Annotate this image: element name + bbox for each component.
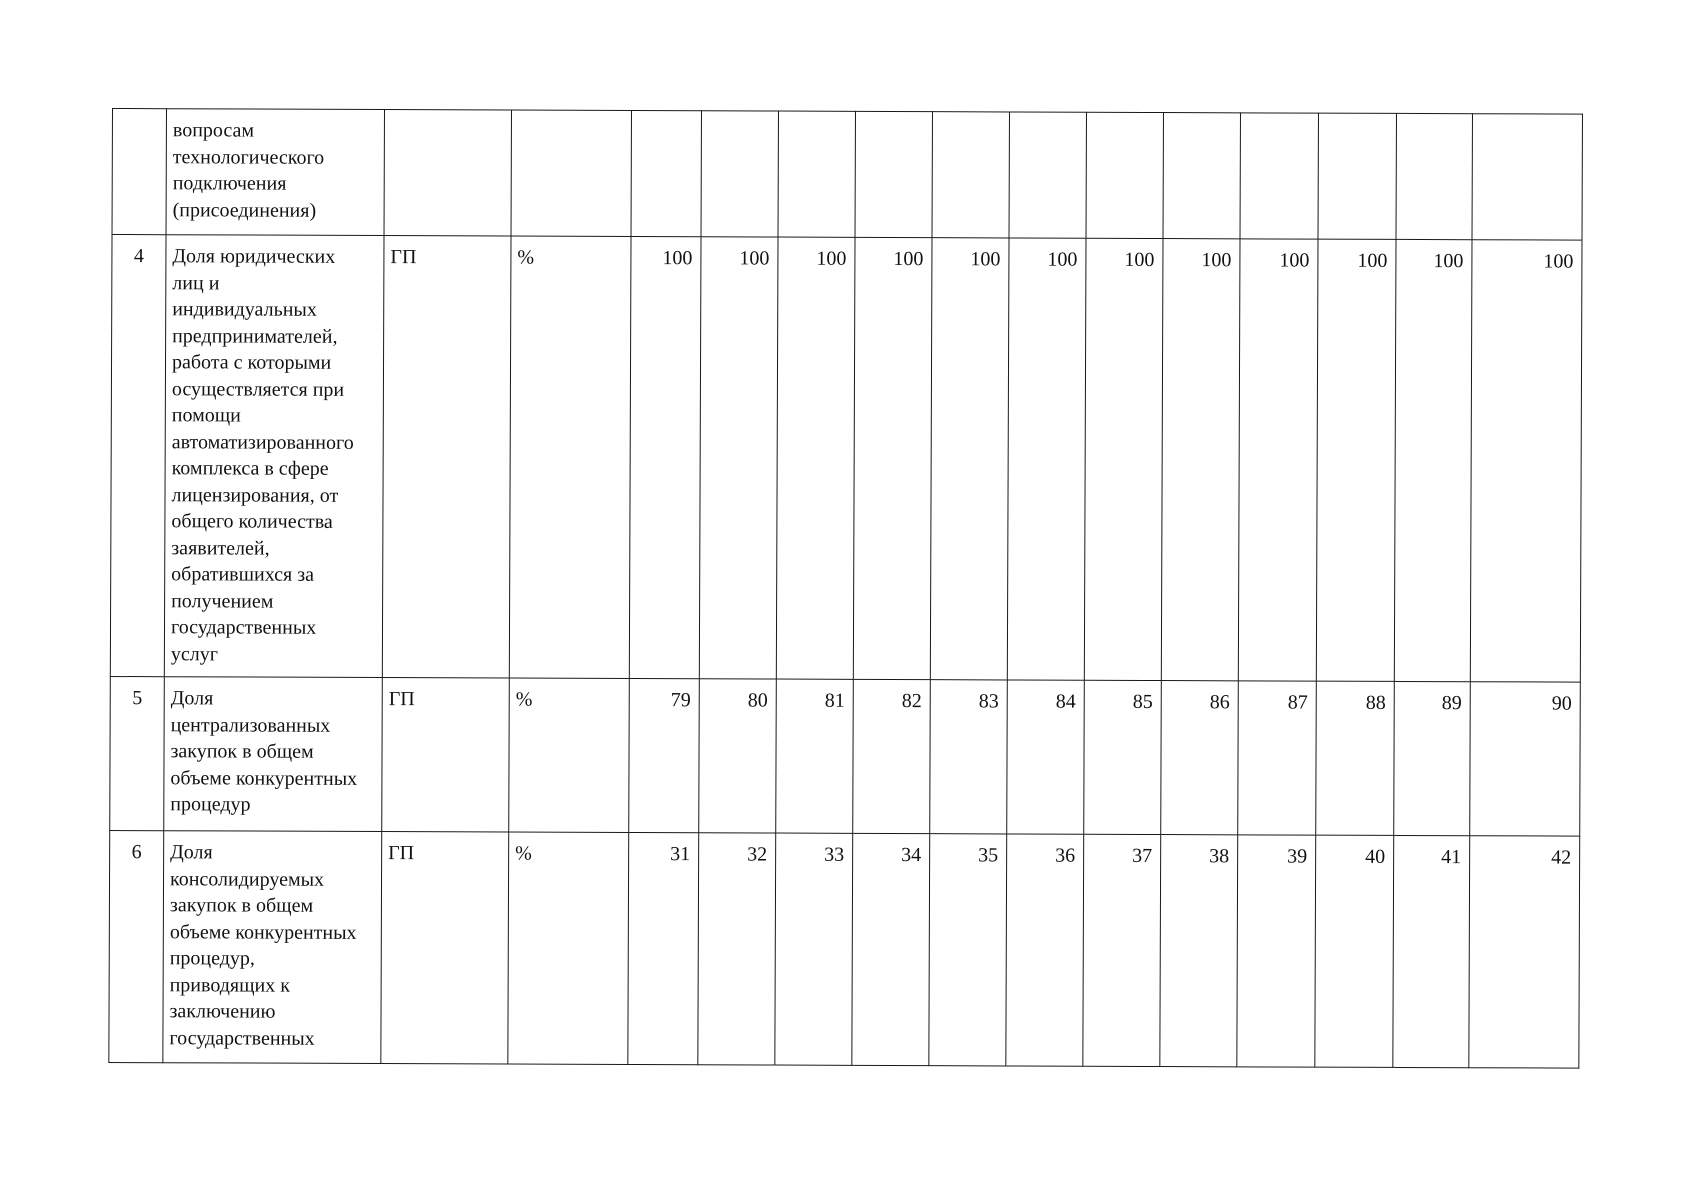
indicator-name-line: получением bbox=[171, 589, 274, 613]
value-cell: 100 bbox=[629, 236, 701, 678]
indicator-name-line: автоматизированного bbox=[171, 430, 354, 454]
indicator-name-line: общего количества bbox=[171, 510, 333, 533]
indicator-name-line: объеме конкурентных bbox=[169, 920, 357, 944]
value-cell: 82 bbox=[853, 679, 931, 833]
row-index-cell: 5 bbox=[110, 676, 165, 830]
value-cell bbox=[631, 110, 701, 236]
value-cell bbox=[701, 111, 778, 237]
unit-cell: % bbox=[508, 832, 629, 1064]
value-cell: 100 bbox=[1238, 239, 1318, 681]
value-cell: 35 bbox=[929, 834, 1007, 1066]
value-cell bbox=[1240, 113, 1318, 239]
indicator-name-line: подключения bbox=[172, 172, 287, 195]
value-cell: 89 bbox=[1394, 681, 1471, 835]
value-cell: 100 bbox=[1316, 239, 1396, 681]
value-cell bbox=[1163, 113, 1240, 239]
program-cell: ГП bbox=[382, 236, 511, 678]
value-cell: 36 bbox=[1006, 834, 1084, 1066]
indicator-name-cell bbox=[164, 235, 384, 678]
value-cell bbox=[778, 111, 855, 237]
indicator-table bbox=[108, 108, 1583, 1069]
value-cell: 88 bbox=[1316, 681, 1395, 835]
unit-cell bbox=[511, 110, 631, 236]
table-row bbox=[112, 109, 1582, 241]
value-cell: 42 bbox=[1469, 836, 1580, 1068]
row-index-cell bbox=[112, 109, 166, 235]
indicator-name-line: работа с которыми bbox=[171, 351, 332, 374]
table-row bbox=[110, 235, 1582, 683]
indicator-name-line: государственных bbox=[170, 616, 317, 639]
value-cell: 83 bbox=[930, 680, 1008, 834]
indicator-name-line: лицензирования, от bbox=[171, 483, 339, 507]
program-cell bbox=[384, 110, 511, 236]
indicator-name-line: Доля bbox=[170, 841, 213, 864]
value-cell: 87 bbox=[1238, 681, 1317, 835]
indicator-name-line: централизованных bbox=[170, 713, 331, 737]
indicator-name-line: процедур bbox=[170, 793, 251, 816]
indicator-name-line: приводящих к bbox=[169, 973, 291, 997]
indicator-name-line: заключению bbox=[169, 1000, 276, 1023]
value-cell bbox=[855, 111, 932, 237]
value-cell: 100 bbox=[699, 237, 778, 679]
value-cell: 38 bbox=[1160, 835, 1238, 1067]
value-cell: 40 bbox=[1315, 835, 1394, 1067]
indicator-name-line: осуществляется при bbox=[171, 377, 345, 401]
value-cell: 81 bbox=[776, 679, 854, 833]
unit-cell: % bbox=[509, 236, 631, 678]
table-row bbox=[109, 830, 1580, 1068]
value-cell: 37 bbox=[1083, 834, 1161, 1066]
value-cell bbox=[1009, 112, 1086, 238]
program-cell: ГП bbox=[382, 678, 510, 832]
value-cell bbox=[1086, 112, 1163, 238]
indicator-name-line: индивидуальных bbox=[172, 298, 317, 321]
value-cell: 33 bbox=[775, 833, 853, 1065]
value-cell: 32 bbox=[698, 833, 776, 1065]
indicator-name-line: услуг bbox=[170, 642, 219, 665]
table-body bbox=[109, 109, 1583, 1069]
value-cell: 100 bbox=[1161, 239, 1240, 681]
indicator-name-cell bbox=[166, 109, 384, 236]
program-cell: ГП bbox=[381, 832, 509, 1064]
value-cell bbox=[1318, 113, 1396, 239]
indicator-name-line: закупок в общем bbox=[169, 894, 314, 917]
value-cell: 34 bbox=[852, 833, 930, 1065]
row-index-cell: 4 bbox=[110, 235, 166, 677]
value-cell: 86 bbox=[1161, 681, 1239, 835]
value-cell bbox=[1472, 114, 1582, 240]
value-cell: 85 bbox=[1084, 680, 1162, 834]
value-cell: 79 bbox=[629, 678, 700, 832]
value-cell: 100 bbox=[776, 237, 855, 679]
value-cell: 100 bbox=[853, 237, 932, 679]
indicator-name-line: государственных bbox=[169, 1026, 315, 1050]
value-cell: 90 bbox=[1470, 682, 1581, 836]
value-cell: 31 bbox=[628, 832, 699, 1064]
value-cell: 100 bbox=[1394, 239, 1472, 681]
value-cell: 100 bbox=[1007, 238, 1086, 680]
value-cell: 41 bbox=[1393, 835, 1470, 1067]
indicator-name-cell bbox=[164, 677, 383, 832]
value-cell bbox=[1396, 113, 1472, 239]
indicator-name-line: консолидируемых bbox=[169, 867, 325, 891]
indicator-name-cell bbox=[163, 831, 382, 1064]
indicator-name-line: закупок в общем bbox=[170, 740, 314, 763]
value-cell bbox=[932, 112, 1009, 238]
indicator-name-line: технологического bbox=[172, 145, 325, 169]
indicator-name-line: обратившихся за bbox=[171, 563, 315, 586]
value-cell: 100 bbox=[930, 238, 1009, 680]
indicator-name-line: заявителей, bbox=[171, 536, 270, 560]
indicator-name-line: процедур, bbox=[169, 947, 255, 970]
value-cell: 84 bbox=[1007, 680, 1085, 834]
indicator-name-line: Доля bbox=[170, 687, 214, 710]
indicator-name-line: вопросам bbox=[172, 119, 255, 142]
indicator-name-line: помощи bbox=[171, 404, 241, 427]
indicator-name-line: комплекса в сфере bbox=[171, 457, 329, 480]
value-cell: 80 bbox=[699, 679, 777, 833]
indicator-name-line: предпринимателей, bbox=[172, 324, 338, 348]
value-cell: 39 bbox=[1237, 835, 1316, 1067]
value-cell: 100 bbox=[1470, 240, 1582, 682]
indicator-name-line: объеме конкурентных bbox=[170, 766, 358, 790]
value-cell: 100 bbox=[1084, 238, 1163, 680]
indicator-name-line: лиц и bbox=[172, 271, 220, 294]
row-index-cell: 6 bbox=[109, 830, 164, 1062]
indicator-name-line: Доля юридических bbox=[172, 245, 336, 268]
table-row bbox=[110, 676, 1581, 836]
indicator-name-line: (присоединения) bbox=[172, 198, 317, 222]
unit-cell: % bbox=[509, 678, 630, 832]
